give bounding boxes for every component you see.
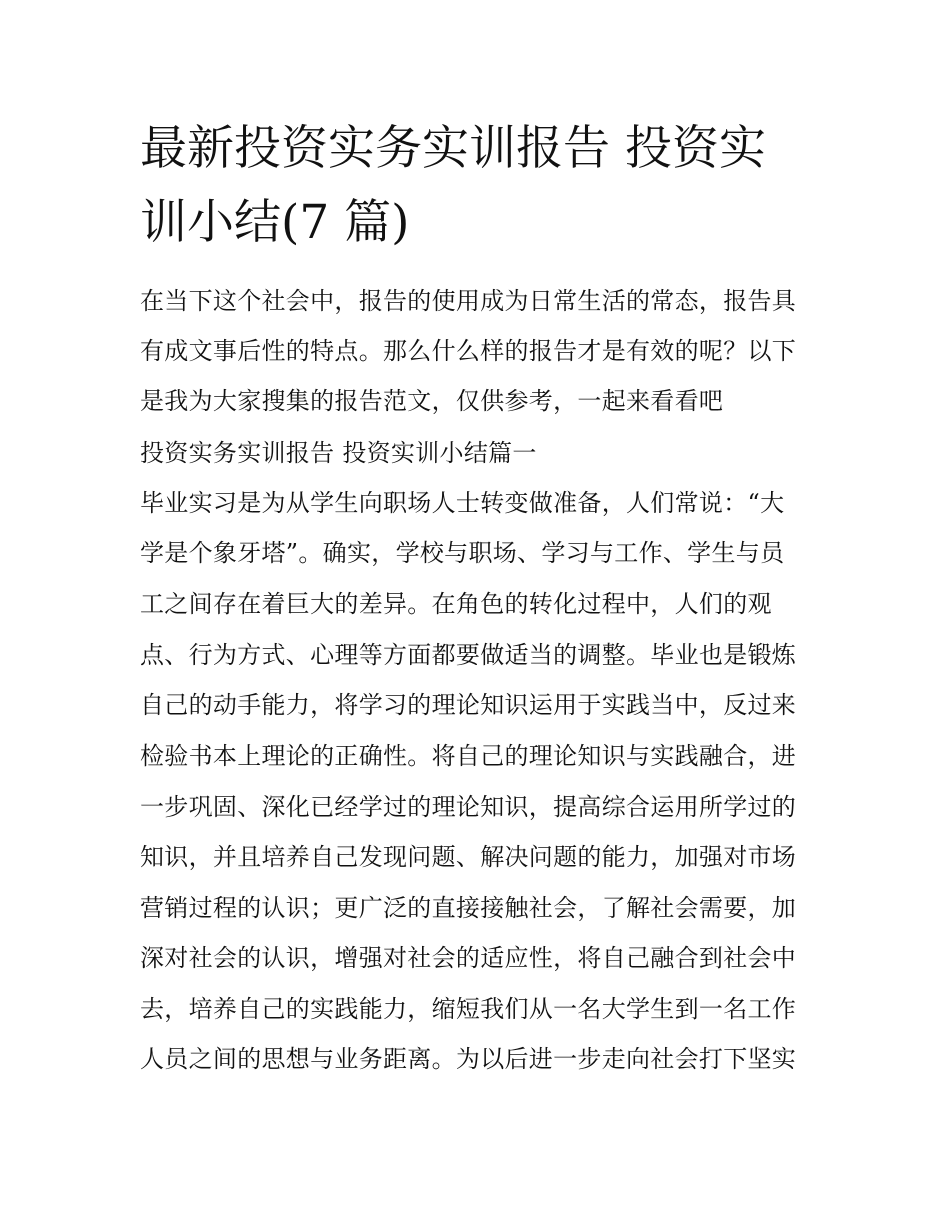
section-line-5: 自己的动手能力，将学习的理论知识运用于实践当中，反过来 <box>140 691 797 719</box>
title-line-2: 训小结(7 篇) <box>140 195 410 250</box>
section-line-8: 知识，并且培养自己发现问题、解决问题的能力，加强对市场 <box>140 843 797 871</box>
intro-line-1: 在当下这个社会中，报告的使用成为日常生活的常态，报告具 <box>140 287 797 315</box>
section-line-4: 点、行为方式、心理等方面都要做适当的调整。毕业也是锻炼 <box>140 641 797 669</box>
section-line-11: 去，培养自己的实践能力，缩短我们从一名大学生到一名工作 <box>140 995 797 1023</box>
section-line-12: 人员之间的思想与业务距离。为以后进一步走向社会打下坚实 <box>140 1045 797 1073</box>
intro-line-2: 有成文事后性的特点。那么什么样的报告才是有效的呢？以下 <box>140 337 797 365</box>
section-line-7: 一步巩固、深化已经学过的理论知识，提高综合运用所学过的 <box>140 793 797 821</box>
document-title <box>140 112 820 260</box>
section-line-10: 深对社会的认识，增强对社会的适应性，将自己融合到社会中 <box>140 944 797 972</box>
section-line-3: 工之间存在着巨大的差异。在角色的转化过程中，人们的观 <box>140 590 772 618</box>
section-line-6: 检验书本上理论的正确性。将自己的理论知识与实践融合，进 <box>140 742 797 770</box>
section-line-9: 营销过程的认识；更广泛的直接接触社会，了解社会需要，加 <box>140 894 797 922</box>
section-line-2: 学是个象牙塔”。确实，学校与职场、学习与工作、学生与员 <box>140 539 785 567</box>
title-line-1: 最新投资实务实训报告 投资实 <box>140 121 766 176</box>
section-heading: 投资实务实训报告 投资实训小结篇一 <box>140 439 537 467</box>
section-line-1: 毕业实习是为从学生向职场人士转变做准备，人们常说：“大 <box>140 489 785 517</box>
intro-line-3: 是我为大家搜集的报告范文，仅供参考，一起来看看吧 <box>140 387 724 415</box>
